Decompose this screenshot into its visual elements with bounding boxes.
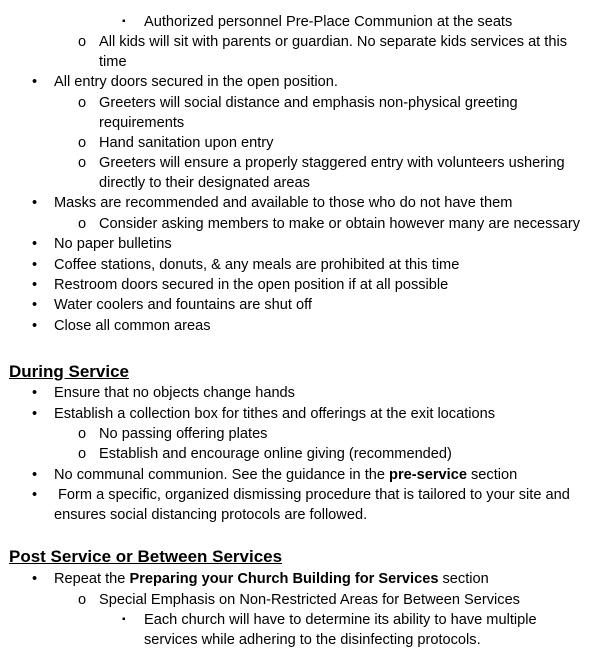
list-item [32, 72, 597, 92]
circle-bullet-icon: o [78, 592, 87, 608]
list-item [32, 485, 591, 525]
list-item-text: section [438, 571, 489, 587]
list-item-text: All kids will sit with parents or guardian. No separate kids services at this time [99, 34, 568, 71]
section-heading-post-service: Post Service or Between Services [9, 547, 283, 566]
disc-bullet-icon: • [32, 406, 38, 422]
list-item-text: Authorized personnel Pre-Place Communion at the seats [144, 14, 513, 30]
disc-bullet-icon: • [32, 571, 38, 587]
circle-bullet-icon: o [78, 155, 87, 171]
list-item-text: Form a specific, organized dismissing procedure that is tailored to your site and ensures social distancing protocols are followed. [54, 487, 570, 524]
circle-bullet-icon: o [78, 426, 87, 442]
list-item-text: Close all common areas [54, 318, 211, 334]
disc-bullet-icon: • [32, 195, 38, 211]
list-item-text: Coffee stations, donuts, & any meals are prohibited at this time [54, 257, 460, 273]
disc-bullet-icon: • [32, 236, 38, 252]
list-item [122, 12, 597, 32]
list-item [32, 234, 597, 254]
disc-bullet-icon: • [32, 257, 38, 273]
list-item-text: section [466, 467, 518, 483]
list-item-text: Establish and encourage online giving (recommended) [99, 446, 452, 462]
list-item-text: All entry doors secured in the open position. [54, 74, 338, 90]
list-item [32, 404, 597, 424]
list-item [32, 569, 597, 589]
disc-bullet-icon: • [32, 74, 38, 90]
list-item [122, 610, 557, 650]
list-item [78, 444, 597, 464]
list-item [32, 193, 597, 213]
list-item [32, 255, 597, 275]
list-item-text: Ensure that no objects change hands [54, 385, 295, 401]
list-item-text: Greeters will ensure a properly staggered entry with volunteers ushering directly to their designated areas [99, 155, 565, 192]
section-reference: Preparing your Church Building for Services [129, 571, 439, 587]
list-item [78, 32, 597, 72]
list-item-text: Greeters will social distance and emphasis non-physical greeting requirements [99, 95, 518, 132]
list-item-text: Establish a collection box for tithes and offerings at the exit locations [54, 406, 496, 422]
list-item [78, 153, 597, 193]
circle-bullet-icon: o [78, 446, 87, 462]
circle-bullet-icon: o [78, 95, 87, 111]
section-heading-during-service: During Service [9, 362, 129, 381]
list-item [78, 93, 597, 133]
square-bullet-icon: ▪ [122, 16, 126, 27]
list-item [32, 275, 597, 295]
list-item [78, 133, 597, 153]
list-item-text: Repeat the [54, 571, 130, 587]
circle-bullet-icon: o [78, 216, 87, 232]
list-item-text: Restroom doors secured in the open position if at all possible [54, 277, 449, 293]
circle-bullet-icon: o [78, 135, 87, 151]
list-item-text: No communal communion. See the guidance in the [54, 467, 390, 483]
list-item-text: Each church will have to determine its ability to have multiple services while adhering to the disinfecting protocols. [144, 612, 537, 649]
list-item-text: Water coolers and fountains are shut off [54, 297, 312, 313]
list-item [32, 316, 597, 336]
list-item-text: No passing offering plates [99, 426, 268, 442]
list-item-text: Masks are recommended and available to those who do not have them [54, 195, 513, 211]
square-bullet-icon: ▪ [122, 614, 126, 625]
disc-bullet-icon: • [32, 467, 38, 483]
pre-service-reference: pre-service [389, 467, 467, 483]
disc-bullet-icon: • [32, 277, 38, 293]
list-item [78, 214, 603, 234]
list-item-text: Special Emphasis on Non-Restricted Areas for Between Services [99, 592, 520, 608]
disc-bullet-icon: • [32, 297, 38, 313]
list-item-text: No paper bulletins [54, 236, 172, 252]
list-item-text: Consider asking members to make or obtain however many are necessary [99, 216, 581, 232]
list-item [32, 295, 597, 315]
disc-bullet-icon: • [32, 385, 38, 401]
list-item-text: Hand sanitation upon entry [99, 135, 274, 151]
circle-bullet-icon: o [78, 34, 87, 50]
disc-bullet-icon: • [32, 487, 38, 503]
list-item [32, 383, 597, 403]
list-item [78, 424, 597, 444]
list-item [78, 590, 597, 610]
list-item [32, 465, 597, 485]
disc-bullet-icon: • [32, 318, 38, 334]
